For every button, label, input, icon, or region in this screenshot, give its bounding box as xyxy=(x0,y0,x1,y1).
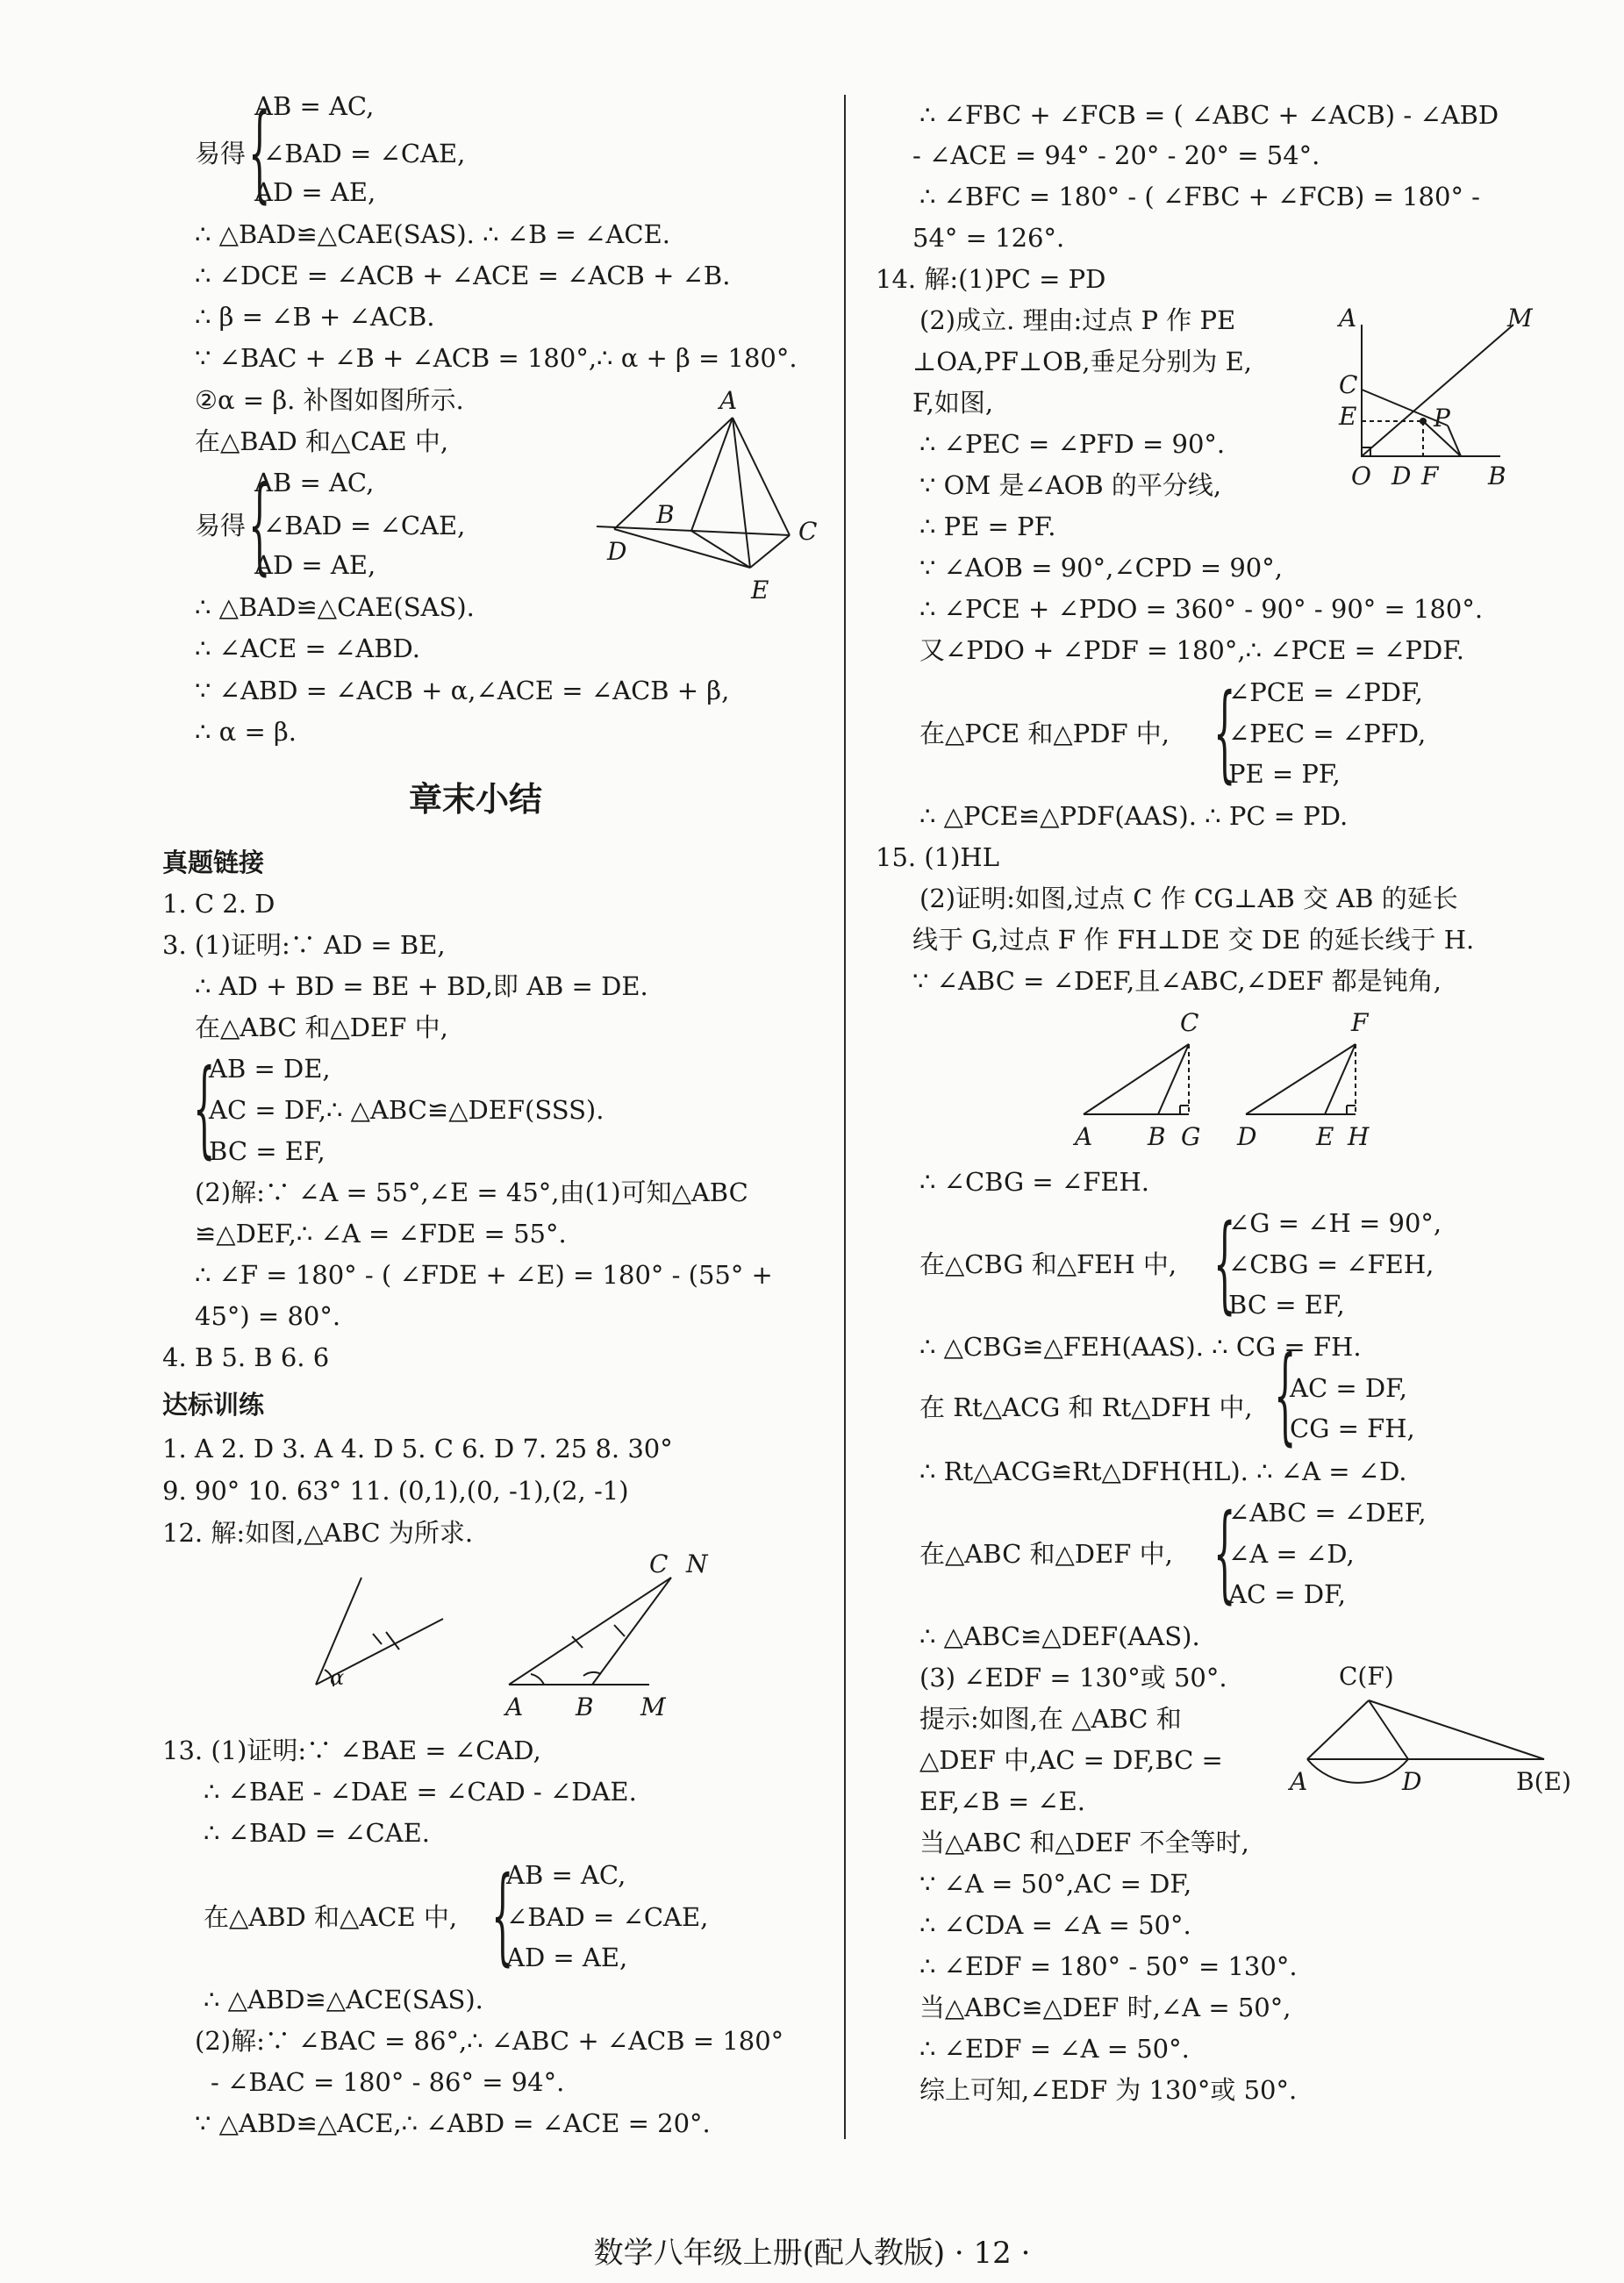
fig5-label-d: D xyxy=(1402,1767,1422,1796)
text-line: CG = FH, xyxy=(1290,1413,1415,1443)
answer-line: 3. (1)证明:∵ AD = BE, xyxy=(162,930,446,960)
text-line: ∵ OM 是∠AOB 的平分线, xyxy=(919,470,1222,500)
text-line: 又∠PDO + ∠PDF = 180°,∴ ∠PCE = ∠PDF. xyxy=(919,635,1465,665)
text-line: 在△CBG 和△FEH 中, xyxy=(919,1249,1177,1279)
answer-line: ∴ △ABD≌△ACE(SAS). xyxy=(204,1985,483,2015)
fig1-label-b: B xyxy=(656,500,675,529)
text-line: EF,∠B = ∠E. xyxy=(919,1786,1086,1816)
text-line: ∠ABC = ∠DEF, xyxy=(1228,1498,1427,1528)
fig4-label-c: C xyxy=(1180,1008,1199,1037)
text-line: 在 Rt△ACG 和 Rt△DFH 中, xyxy=(919,1392,1253,1422)
text-line: ∴ ∠EDF = ∠A = 50°. xyxy=(919,2034,1190,2064)
brace: { xyxy=(1213,1205,1236,1326)
text-line: 54° = 126°. xyxy=(912,223,1065,253)
text-line: 在△PCE 和△PDF 中, xyxy=(919,719,1170,748)
text-line: 易得 xyxy=(195,139,247,168)
brace: { xyxy=(1213,1494,1236,1615)
text-line: 综上可知,∠EDF 为 130°或 50°. xyxy=(919,2075,1298,2105)
brace: { xyxy=(1213,674,1236,795)
answer-line: (2)解:∵ ∠A = 55°,∠E = 45°,由(1)可知△ABC xyxy=(195,1177,748,1207)
text-line: PE = PF, xyxy=(1228,759,1341,789)
answer-line: 在△ABC 和△DEF 中, xyxy=(195,1013,448,1042)
figure-angle-bisector xyxy=(1316,298,1544,491)
column-divider xyxy=(844,95,846,2139)
fig3-label-d: D xyxy=(1391,462,1412,490)
text-line: ∠CBG = ∠FEH, xyxy=(1228,1249,1434,1279)
text-line: 在△ABC 和△DEF 中, xyxy=(919,1539,1173,1569)
fig2-label-c: C xyxy=(649,1549,669,1578)
fig3-label-p: P xyxy=(1434,404,1450,433)
answer-line: 1. C 2. D xyxy=(162,889,275,919)
text-line: ∠G = ∠H = 90°, xyxy=(1228,1208,1442,1238)
answer-line: 在△ABD 和△ACE 中, xyxy=(204,1902,458,1932)
answer-line: AB = AC, xyxy=(506,1860,626,1890)
fig4-label-h: H xyxy=(1348,1122,1370,1151)
fig4-label-e: E xyxy=(1316,1122,1334,1151)
text-line: ∵ ∠BAC + ∠B + ∠ACB = 180°,∴ α + β = 180°. xyxy=(195,343,798,373)
text-line: AB = AC, xyxy=(254,468,375,497)
figure-construction xyxy=(298,1549,719,1728)
text-line: ∴ ∠DCE = ∠ACB + ∠ACE = ∠ACB + ∠B. xyxy=(195,261,731,290)
text-line: (3) ∠EDF = 130°或 50°. xyxy=(919,1663,1227,1693)
fig2-label-m: M xyxy=(640,1693,666,1721)
brace: { xyxy=(248,466,271,587)
answer-line: AC = DF,∴ △ABC≌△DEF(SSS). xyxy=(209,1095,605,1125)
text-line: ∠BAD = ∠CAE, xyxy=(263,139,466,168)
text-line: (2)证明:如图,过点 C 作 CG⊥AB 交 AB 的延长 xyxy=(919,884,1458,913)
text-line: F,如图, xyxy=(912,388,994,418)
fig5-label-cf: C(F) xyxy=(1339,1662,1394,1691)
text-line: 当△ABC 和△DEF 不全等时, xyxy=(919,1828,1249,1857)
text-line: ∴ ∠EDF = 180° - 50° = 130°. xyxy=(919,1951,1298,1981)
answer-line: - ∠BAC = 180° - 86° = 94°. xyxy=(211,2067,565,2097)
text-line: ∠PEC = ∠PFD, xyxy=(1228,719,1427,748)
text-line: 15. (1)HL xyxy=(876,842,999,872)
section-heading: 真题链接 xyxy=(162,848,265,877)
text-line: ∠BAD = ∠CAE, xyxy=(263,511,466,540)
fig3-label-c: C xyxy=(1339,370,1358,399)
text-line: AB = AC, xyxy=(254,91,375,121)
fig3-label-b: B xyxy=(1488,462,1506,490)
figure-ssa-case xyxy=(1290,1658,1588,1799)
brace: { xyxy=(1274,1336,1297,1457)
text-line: ∴ ∠CDA = ∠A = 50°. xyxy=(919,1910,1191,1940)
fig3-point-p xyxy=(1420,418,1427,425)
answer-line: ∵ △ABD≌△ACE,∴ ∠ABD = ∠ACE = 20°. xyxy=(195,2108,711,2138)
text-line: ②α = β. 补图如图所示. xyxy=(195,385,464,415)
answer-line: ∠BAD = ∠CAE, xyxy=(506,1902,709,1932)
fig1-label-d: D xyxy=(607,537,627,566)
fig4-label-f: F xyxy=(1351,1008,1369,1037)
answer-line: ≌△DEF,∴ ∠A = ∠FDE = 55°. xyxy=(195,1219,567,1249)
fig3-label-m: M xyxy=(1507,304,1533,333)
fig1-label-c: C xyxy=(798,517,818,546)
text-line: ∴ ∠FBC + ∠FCB = ( ∠ABC + ∠ACB) - ∠ABD xyxy=(919,100,1499,130)
text-line: (2)成立. 理由:过点 P 作 PE xyxy=(919,305,1236,335)
text-line: ⊥OA,PF⊥OB,垂足分别为 E, xyxy=(912,347,1253,376)
brace: { xyxy=(193,1049,216,1170)
answer-line: BC = EF, xyxy=(209,1136,326,1166)
fig2-label-b: B xyxy=(576,1693,594,1721)
text-line: 当△ABC≌△DEF 时,∠A = 50°, xyxy=(919,1993,1291,2022)
text-line: ∴ PE = PF. xyxy=(919,512,1056,541)
answer-line: 1. A 2. D 3. A 4. D 5. C 6. D 7. 25 8. 30° xyxy=(162,1434,673,1464)
text-line: ∴ △PCE≌△PDF(AAS). ∴ PC = PD. xyxy=(919,801,1349,831)
text-line: ∴ β = ∠B + ∠ACB. xyxy=(195,302,435,332)
brace: { xyxy=(248,94,271,215)
text-line: △DEF 中,AC = DF,BC = xyxy=(919,1745,1223,1775)
text-line: ∴ ∠PCE + ∠PDO = 360° - 90° - 90° = 180°. xyxy=(919,594,1484,624)
fig1-label-a: A xyxy=(719,386,738,415)
text-line: ∴ △ABC≌△DEF(AAS). xyxy=(919,1621,1200,1651)
fig4-label-a: A xyxy=(1075,1122,1093,1151)
answer-line: ∴ ∠F = 180° - ( ∠FDE + ∠E) = 180° - (55° + xyxy=(195,1260,773,1290)
text-line: ∵ ∠AOB = 90°,∠CPD = 90°, xyxy=(919,553,1283,583)
fig4-label-b: B xyxy=(1148,1122,1166,1151)
answer-line: ∴ ∠BAE - ∠DAE = ∠CAD - ∠DAE. xyxy=(204,1777,637,1807)
text-line: 提示:如图,在 △ABC 和 xyxy=(919,1704,1182,1734)
text-line: ∴ △BAD≌△CAE(SAS). ∴ ∠B = ∠ACE. xyxy=(195,219,670,249)
text-line: ∴ ∠PEC = ∠PFD = 90°. xyxy=(919,429,1226,459)
answer-line: 12. 解:如图,△ABC 为所求. xyxy=(162,1518,474,1548)
text-line: 线于 G,过点 F 作 FH⊥DE 交 DE 的延长线于 H. xyxy=(912,925,1475,955)
fig3-label-f: F xyxy=(1421,462,1439,490)
answer-line: 45°) = 80°. xyxy=(195,1301,341,1331)
fig2-label-a: A xyxy=(505,1693,524,1721)
fig1-label-e: E xyxy=(751,576,769,605)
fig4-label-g: G xyxy=(1181,1122,1201,1151)
text-line: ∴ ∠CBG = ∠FEH. xyxy=(919,1167,1150,1197)
fig3-label-e: E xyxy=(1339,402,1357,431)
text-line: ∵ ∠A = 50°,AC = DF, xyxy=(919,1869,1192,1899)
fig3-label-a: A xyxy=(1339,304,1357,333)
text-line: 14. 解:(1)PC = PD xyxy=(876,264,1106,294)
brace: { xyxy=(491,1857,514,1978)
text-line: ∠A = ∠D, xyxy=(1228,1539,1355,1569)
fig2-label-n: N xyxy=(686,1549,708,1578)
text-line: AD = AE, xyxy=(254,177,376,207)
answer-line: AB = DE, xyxy=(209,1054,331,1084)
text-line: ∴ ∠ACE = ∠ABD. xyxy=(195,633,420,663)
section-heading: 达标训练 xyxy=(162,1390,265,1420)
text-line: - ∠ACE = 94° - 20° - 20° = 54°. xyxy=(912,140,1320,170)
text-line: ∴ △CBG≌△FEH(AAS). ∴ CG = FH. xyxy=(919,1332,1362,1362)
chapter-title: 章末小结 xyxy=(409,780,543,819)
answer-line: 4. B 5. B 6. 6 xyxy=(162,1342,330,1372)
answer-line: ∴ AD + BD = BE + BD,即 AB = DE. xyxy=(195,971,648,1001)
fig3-label-o: O xyxy=(1351,462,1371,490)
answer-line: 13. (1)证明:∵ ∠BAE = ∠CAD, xyxy=(162,1736,541,1765)
answer-line: AD = AE, xyxy=(506,1943,628,1972)
text-line: 易得 xyxy=(195,511,247,540)
text-line: ∵ ∠ABC = ∠DEF,且∠ABC,∠DEF 都是钝角, xyxy=(912,966,1442,996)
text-line: ∴ Rt△ACG≌Rt△DFH(HL). ∴ ∠A = ∠D. xyxy=(919,1456,1407,1486)
text-line: BC = EF, xyxy=(1228,1290,1345,1320)
fig2-label-alpha: α xyxy=(330,1665,345,1690)
text-line: ∠PCE = ∠PDF, xyxy=(1228,677,1423,707)
figure-obtuse-triangles xyxy=(1062,1000,1430,1158)
figure-triangle-abcde xyxy=(579,386,833,605)
answer-line: 9. 90° 10. 63° 11. (0,1),(0, -1),(2, -1) xyxy=(162,1476,629,1506)
text-line: AD = AE, xyxy=(254,550,376,580)
text-line: AC = DF, xyxy=(1290,1373,1407,1403)
answer-line: ∴ ∠BAD = ∠CAE. xyxy=(204,1818,431,1848)
text-line: ∴ ∠BFC = 180° - ( ∠FBC + ∠FCB) = 180° - xyxy=(919,182,1480,211)
text-line: ∴ △BAD≌△CAE(SAS). xyxy=(195,592,475,622)
fig4-label-d: D xyxy=(1237,1122,1257,1151)
page-footer: 数学八年级上册(配人教版) · 12 · xyxy=(593,2236,1031,2271)
text-line: AC = DF, xyxy=(1228,1579,1346,1609)
text-line: ∴ α = β. xyxy=(195,717,297,747)
text-line: 在△BAD 和△CAE 中, xyxy=(195,426,449,456)
answer-line: (2)解:∵ ∠BAC = 86°,∴ ∠ABC + ∠ACB = 180° xyxy=(195,2026,784,2056)
fig5-label-be: B(E) xyxy=(1516,1767,1571,1796)
fig5-label-a: A xyxy=(1290,1767,1308,1796)
text-line: ∵ ∠ABD = ∠ACB + α,∠ACE = ∠ACB + β, xyxy=(195,676,730,705)
